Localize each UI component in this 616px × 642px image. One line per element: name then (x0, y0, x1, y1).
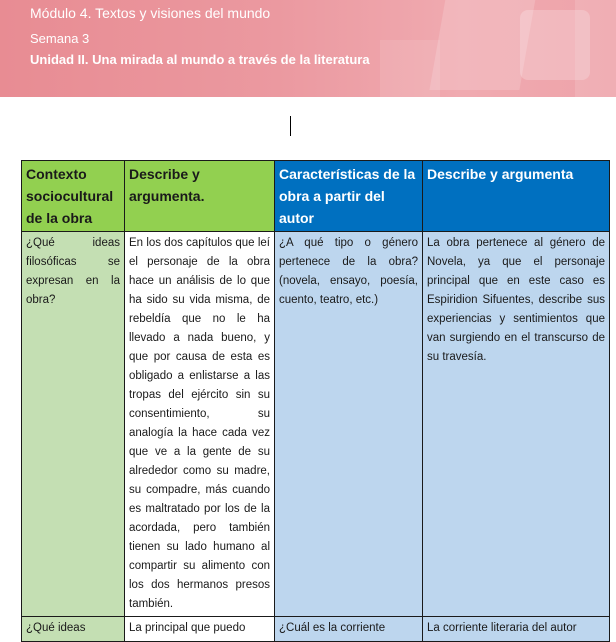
cell-question-corriente[interactable]: ¿Cuál es la corriente (275, 617, 423, 642)
text-cursor (290, 116, 291, 136)
header-describe-2: Describe y argumenta (423, 161, 610, 232)
cell-question-genero[interactable]: ¿A qué tipo o género pertenece de la obra? (novela, ensayo, poesía, cuento, teatro, etc.) (275, 232, 423, 617)
module-title: Módulo 4. Textos y visiones del mundo (30, 5, 271, 21)
unit-title: Unidad II. Una mirada al mundo a través de la literatura (30, 52, 370, 67)
cell-question-next[interactable]: ¿Qué ideas (22, 617, 125, 642)
cell-answer-corriente[interactable]: La corriente literaria del autor (423, 617, 610, 642)
table-row (22, 232, 610, 617)
week-label: Semana 3 (30, 31, 90, 46)
header-describe-1: Describe y argumenta. (125, 161, 275, 232)
cell-answer-ideas[interactable]: En los dos capítulos que leí el personaje de la obra hace un análisis de lo que ha sido su vida misma, de rebeldía que no le ha llevado a nada bueno, y que por causa de esta es obligado a enlistarse a las tropas del ejército sin su consentimiento, su analogía la hace cada vez que ve a la gente de su alrededor como su madre, su compadre, más cuando es maltratado por los de la acordada, pero también tienen su lado humano al compartir su alimento con los dos hermanos presos también. (125, 232, 275, 617)
header-caracteristicas: Características de la obra a partir del autor (275, 161, 423, 232)
decorative-shape (575, 0, 616, 97)
decorative-shape (380, 40, 440, 97)
table-row (22, 617, 610, 642)
cell-question-ideas[interactable]: ¿Qué ideas filosóficas se expresan en la obra? (22, 232, 125, 617)
course-header-banner (0, 0, 616, 97)
header-contexto: Contexto sociocultural de la obra (22, 161, 125, 232)
cell-answer-genero[interactable]: La obra pertenece al género de Novela, ya que el personaje principal que en este caso es Espiridion Sifuentes, describe sus experiencias y sentimientos que van surgiendo en el transcurso de su travesía. (423, 232, 610, 617)
analysis-table (21, 160, 610, 642)
table-header-row (22, 161, 610, 232)
cell-answer-next[interactable]: La principal que puedo (125, 617, 275, 642)
